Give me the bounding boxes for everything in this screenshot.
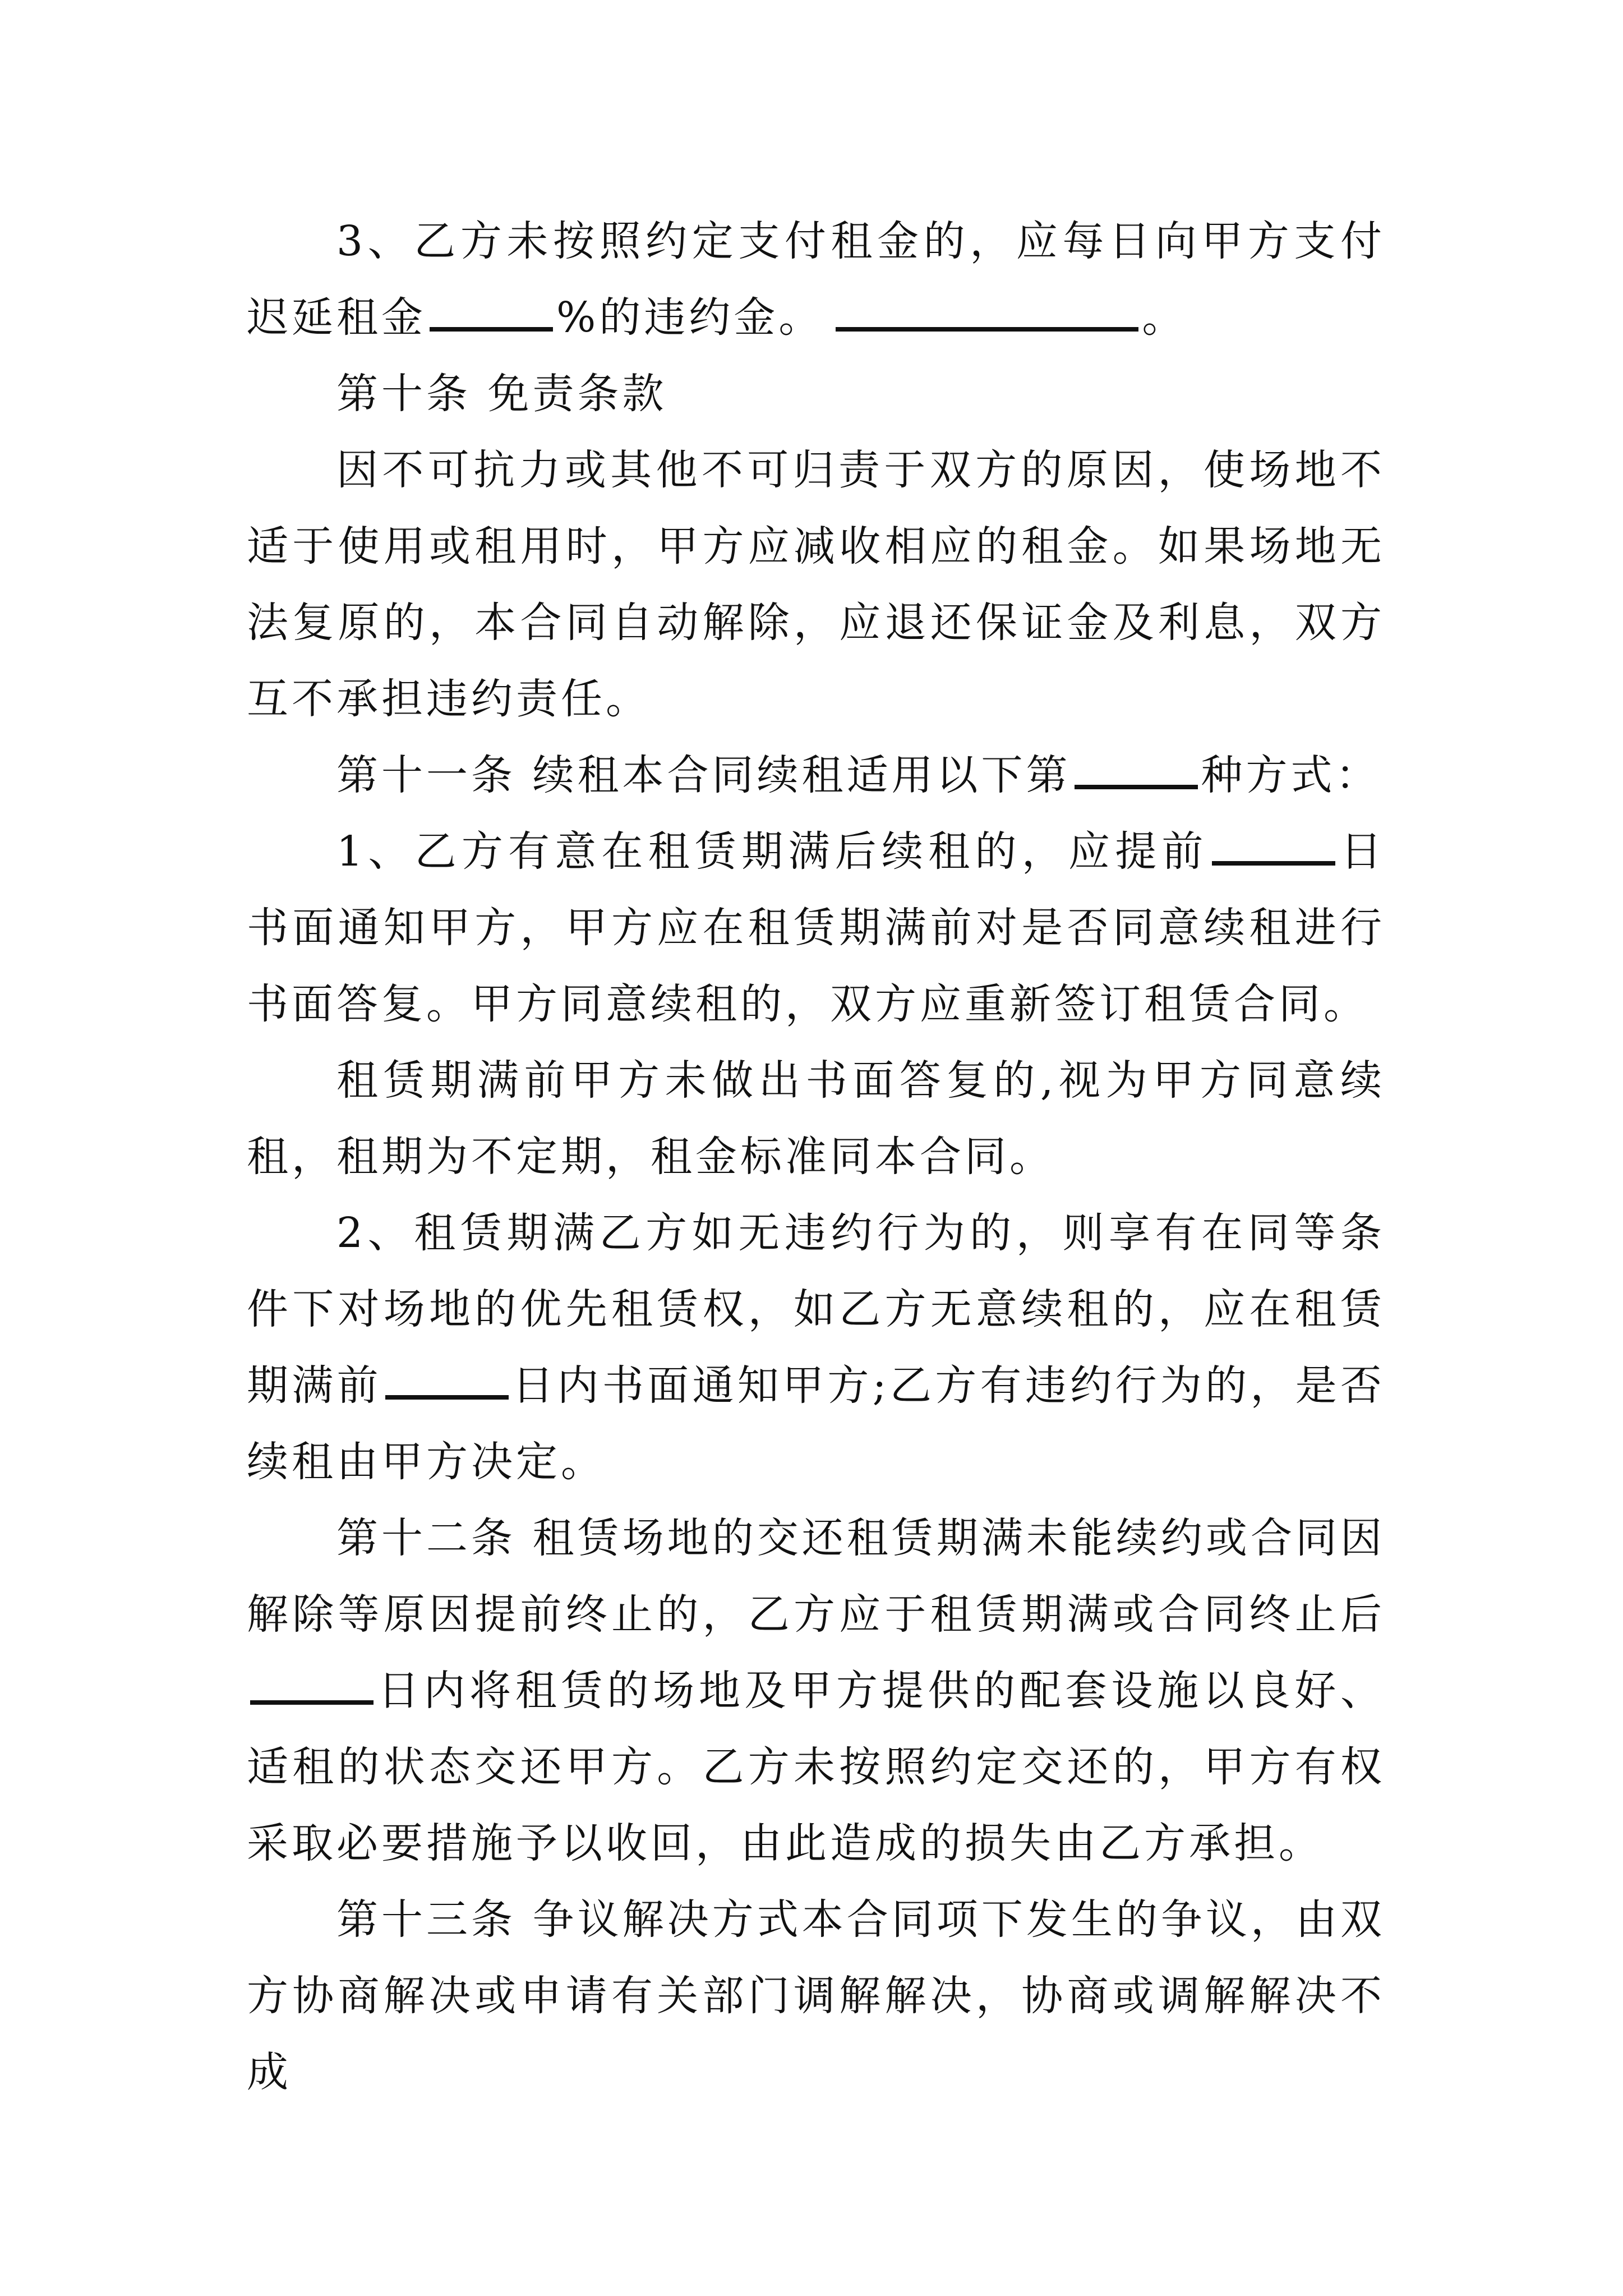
article-13-dispute-resolution: 第十三条 争议解决方式本合同项下发生的争议，由双方协商解决或申请有关部门调解解决，协商或调解解决不成: [247, 1895, 1385, 2096]
fill-in-blank: [250, 1700, 374, 1705]
paragraph-force-majeure: 因不可抗力或其他不可归责于双方的原因，使场地不适于使用或租用时，甲方应减收相应的租金。如果场地无法复原的，本合同自动解除，应退还保证金及利息，双方互不承担违约责任。: [247, 446, 1385, 723]
paragraph-late-rent-penalty: [247, 203, 1385, 356]
paragraph-text: 种方式：: [1201, 751, 1381, 799]
paragraph-renewal-notice: [247, 813, 1385, 1042]
article-12-return-of-premises: [247, 1500, 1385, 1881]
paragraph-text: %的违约金。: [556, 293, 824, 342]
article-11-heading: [247, 737, 1385, 813]
fill-in-blank: [1075, 784, 1198, 789]
paragraph-text: 第十一条 续租本合同续租适用以下第: [336, 751, 1071, 799]
document-body: [247, 203, 1385, 2110]
paragraph-text: 日书面通知甲方，甲方应在租赁期满前对是否同意续租进行书面答复。甲方同意续租的，双方应重新签订租赁合同。: [247, 827, 1385, 1028]
paragraph-no-reply-renewal: 租赁期满前甲方未做出书面答复的,视为甲方同意续租，租期为不定期，租金标准同本合同。: [247, 1056, 1385, 1181]
fill-in-blank: [1212, 861, 1335, 866]
paragraph-text: 。: [1142, 293, 1187, 342]
paragraph-text: 日内书面通知甲方;乙方有违约行为的，是否续租由甲方决定。: [247, 1361, 1385, 1486]
fill-in-blank: [430, 326, 553, 332]
fill-in-blank: [385, 1395, 509, 1400]
fill-in-blank: [836, 326, 1138, 332]
paragraph-priority-lease: [247, 1195, 1385, 1500]
paragraph-text: 2、租赁期满乙方如无违约行为的，则享有在同等条件下对场地的优先租赁权，如乙方无意续租的，应在租赁期满前: [247, 1209, 1385, 1410]
paragraph-text: 日内将租赁的场地及甲方提供的配套设施以良好、适租的状态交还甲方。乙方未按照约定交还的，甲方有权采取必要措施予以收回，由此造成的损失由乙方承担。: [247, 1667, 1385, 1867]
paragraph-text: 3、乙方未按照约定支付租金的，应每日向甲方支付迟延租金: [247, 217, 1385, 342]
paragraph-text: 第十二条 租赁场地的交还租赁期满未能续约或合同因解除等原因提前终止的，乙方应于租赁期满或合同终止后: [247, 1514, 1385, 1639]
paragraph-text: 1、乙方有意在租赁期满后续租的，应提前: [336, 827, 1209, 876]
article-10-heading: 第十条 免责条款: [336, 370, 667, 418]
